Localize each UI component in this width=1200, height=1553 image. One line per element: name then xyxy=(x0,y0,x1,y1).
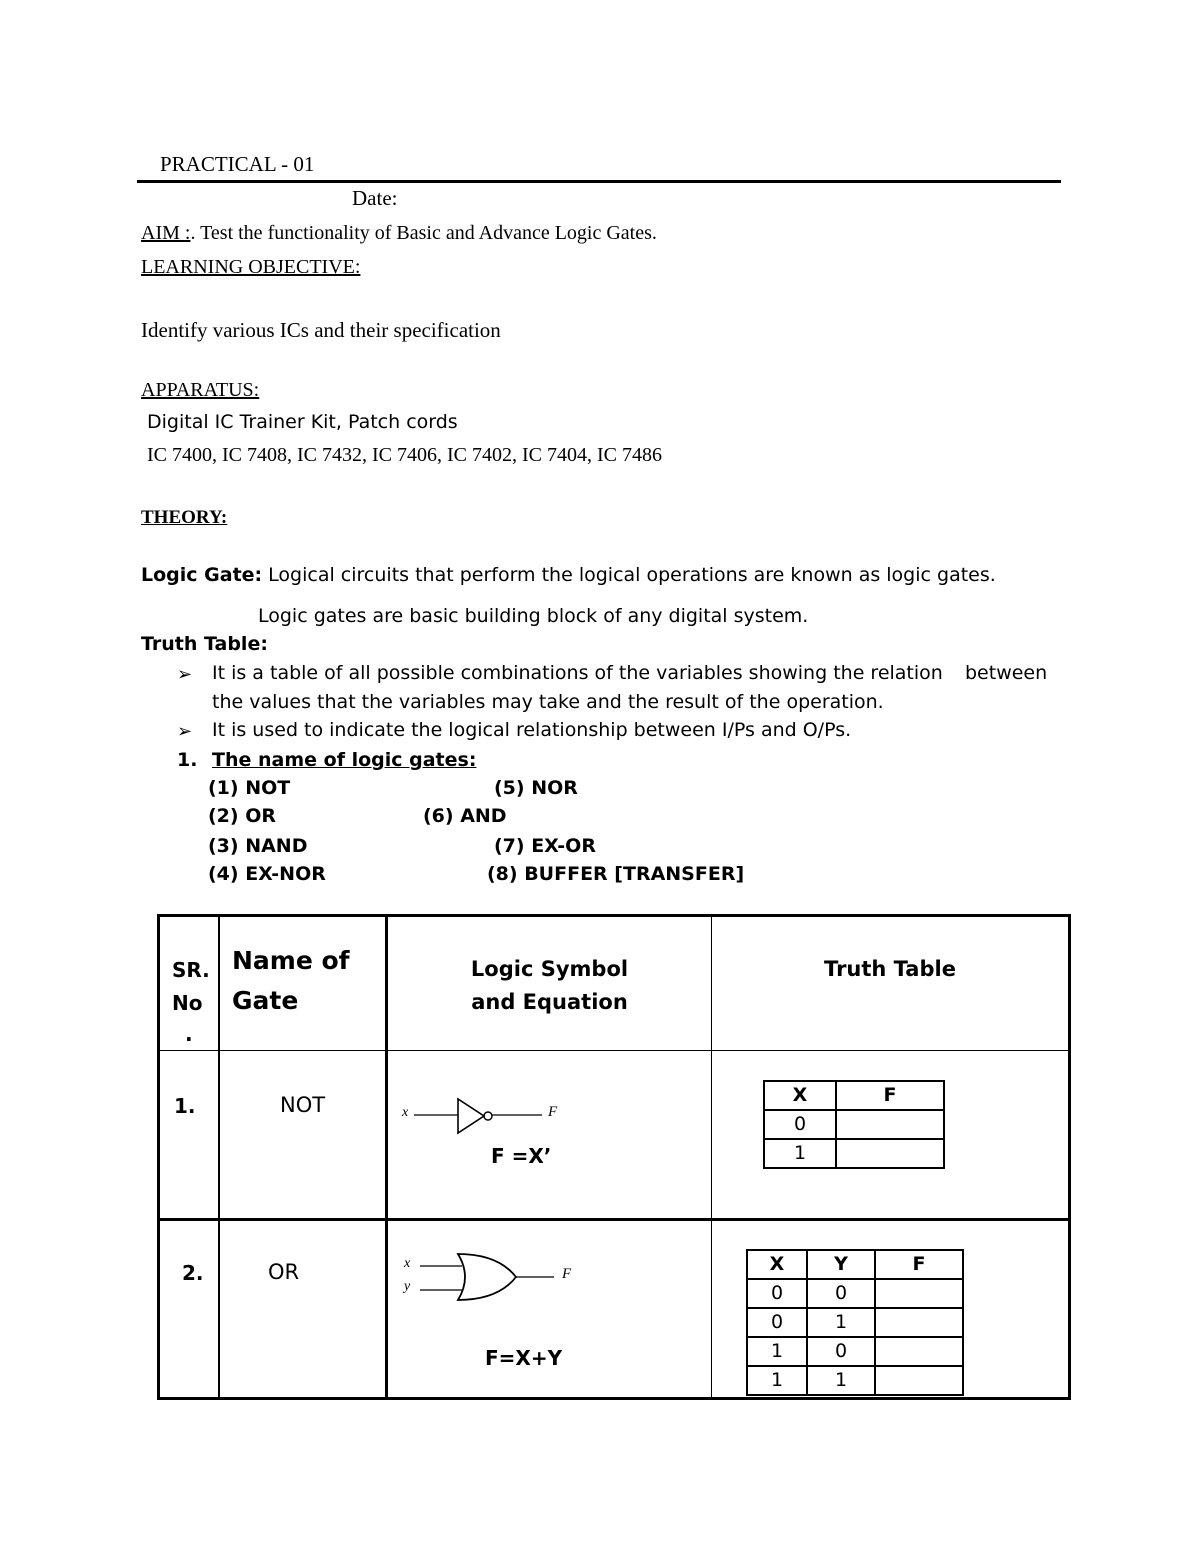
bullet-1-text: It is a table of all possible combinations of the variables showing the relation xyxy=(212,662,943,684)
bullet-1-text-continued: the values that the variables may take and the result of the operation. xyxy=(212,691,884,713)
practical-title: PRACTICAL - 01 xyxy=(160,152,315,176)
arrow-bullet-icon: ➢ xyxy=(177,721,193,741)
header-name: Gate xyxy=(232,986,299,1015)
date-label: Date: xyxy=(352,186,398,210)
table-border xyxy=(157,914,1071,917)
table-border xyxy=(157,1050,1071,1051)
or-output-label: F xyxy=(562,1266,572,1282)
truth-cell xyxy=(875,1279,963,1308)
truth-cell: 0 xyxy=(807,1337,875,1366)
gate-list-item: (4) EX-NOR xyxy=(208,863,326,885)
list-number: 1. xyxy=(177,749,198,771)
or-input-x-label: x xyxy=(404,1256,411,1271)
truth-header-cell: F xyxy=(836,1081,944,1110)
truth-cell: 1 xyxy=(747,1366,807,1395)
or-gate-icon xyxy=(398,1250,578,1305)
bullet-1-text-end: between xyxy=(965,662,1048,684)
truth-cell: 1 xyxy=(764,1139,836,1168)
not-truth-table xyxy=(763,1080,945,1169)
aim-text: . Test the functionality of Basic and Advance Logic Gates. xyxy=(190,222,657,244)
or-equation: F=X+Y xyxy=(485,1346,563,1370)
theory-heading: THEORY: xyxy=(141,507,228,528)
or-truth-table xyxy=(746,1249,964,1396)
truth-cell xyxy=(875,1308,963,1337)
row-sr: 2. xyxy=(182,1261,204,1285)
learning-objective-text: Identify various ICs and their specification xyxy=(141,318,501,342)
row-gate-name: OR xyxy=(268,1260,300,1284)
header-sr: . xyxy=(185,1022,193,1046)
gate-list-item: (8) BUFFER [TRANSFER] xyxy=(487,863,745,885)
learning-objective-heading: LEARNING OBJECTIVE: xyxy=(141,256,361,278)
header-truth-table: Truth Table xyxy=(824,957,956,981)
table-border xyxy=(218,914,220,1400)
header-symbol: Logic Symbol xyxy=(470,957,629,981)
table-border xyxy=(711,914,712,1400)
table-border xyxy=(157,914,160,1400)
truth-cell: 0 xyxy=(764,1110,836,1139)
truth-header-cell: X xyxy=(747,1250,807,1279)
header-sr: No xyxy=(172,991,203,1015)
truth-cell xyxy=(875,1337,963,1366)
truth-cell: 1 xyxy=(807,1308,875,1337)
truth-cell: 0 xyxy=(747,1308,807,1337)
apparatus-line-2: IC 7400, IC 7408, IC 7432, IC 7406, IC 7402, IC 7404, IC 7486 xyxy=(147,444,662,466)
truth-cell: 1 xyxy=(747,1337,807,1366)
header-name: Name of xyxy=(232,946,350,975)
truth-table-label: Truth Table: xyxy=(141,633,268,655)
gate-list-item: (5) NOR xyxy=(494,777,578,799)
logic-gate-definition xyxy=(141,564,996,586)
not-input-label: x xyxy=(402,1105,409,1120)
table-border xyxy=(157,1218,1071,1221)
logic-gate-label: Logic Gate: xyxy=(141,564,263,586)
truth-cell xyxy=(836,1110,944,1139)
truth-cell xyxy=(875,1366,963,1395)
truth-cell xyxy=(836,1139,944,1168)
gate-list-item: (6) AND xyxy=(423,805,507,827)
row-sr: 1. xyxy=(174,1094,196,1118)
list-title: The name of logic gates: xyxy=(212,749,477,771)
truth-header-cell: X xyxy=(764,1081,836,1110)
apparatus-line-1: Digital IC Trainer Kit, Patch cords xyxy=(147,411,458,433)
not-gate-icon xyxy=(398,1093,568,1138)
truth-header-cell: F xyxy=(875,1250,963,1279)
bullet-2-text: It is used to indicate the logical relationship between I/Ps and O/Ps. xyxy=(212,719,852,741)
truth-cell: 0 xyxy=(747,1279,807,1308)
not-equation: F =X’ xyxy=(491,1144,552,1168)
gate-list-item: (7) EX-OR xyxy=(494,835,596,857)
arrow-bullet-icon: ➢ xyxy=(177,664,193,684)
aim-label: AIM : xyxy=(141,222,191,244)
header-sr: SR. xyxy=(172,958,210,982)
table-border xyxy=(385,914,388,1400)
logic-gate-def-text: Logical circuits that perform the logical operations are known as logic gates. xyxy=(262,564,996,586)
logic-gate-definition-2: Logic gates are basic building block of any digital system. xyxy=(258,605,809,627)
or-input-y-label: y xyxy=(404,1279,411,1294)
header-symbol: and Equation xyxy=(471,990,628,1014)
apparatus-heading: APPARATUS: xyxy=(141,379,260,401)
gate-list-item: (2) OR xyxy=(208,805,276,827)
truth-cell: 0 xyxy=(807,1279,875,1308)
row-gate-name: NOT xyxy=(280,1093,326,1117)
gate-list-item: (3) NAND xyxy=(208,835,308,857)
truth-cell: 1 xyxy=(807,1366,875,1395)
gate-list-item: (1) NOT xyxy=(208,777,291,799)
header-rule xyxy=(137,180,1061,183)
not-output-label: F xyxy=(548,1104,558,1120)
aim-line xyxy=(141,222,657,245)
table-border xyxy=(1068,914,1071,1400)
truth-header-cell: Y xyxy=(807,1250,875,1279)
table-border xyxy=(157,1397,1071,1400)
